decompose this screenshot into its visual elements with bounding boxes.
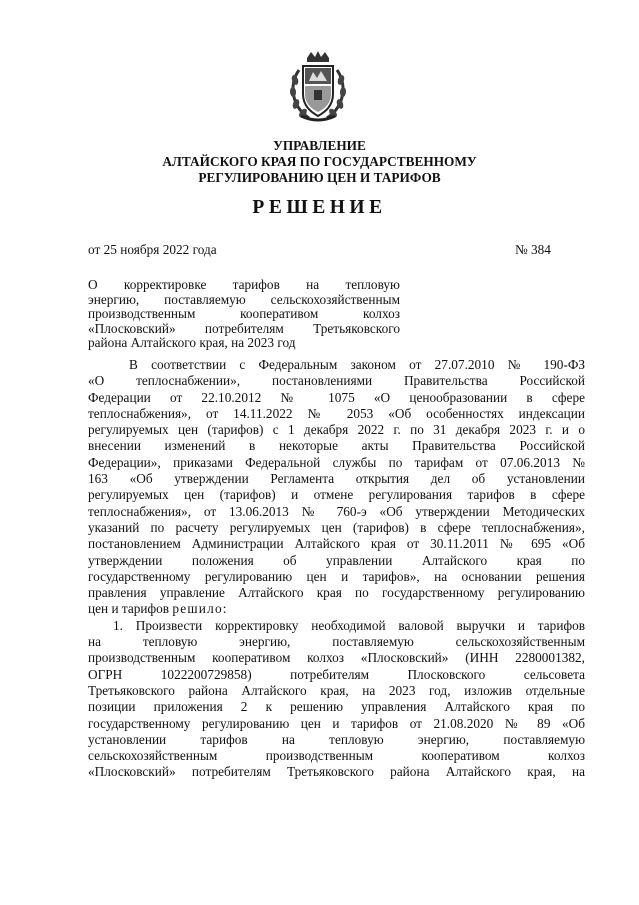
body-line: на тепловую энергию, поставляемую сельскохозяйственным: [88, 634, 585, 650]
coat-of-arms-icon: [285, 50, 351, 126]
document-body: [88, 357, 585, 781]
subject-line: О корректировке тарифов на тепловую: [88, 277, 400, 292]
document-date: от 25 ноября 2022 года: [88, 242, 217, 257]
body-line: теплоснабжения», от 13.06.2013 № 760-э «Об утверждении Методических: [88, 503, 585, 519]
body-line: производственным кооперативом колхоз «Плосковский» (ИНН 2280001382,: [88, 650, 585, 666]
document-title: РЕШЕНИЕ: [252, 197, 387, 218]
body-line: позиции приложения 2 к решению управления Алтайского края по: [88, 699, 585, 715]
body-line: «Плосковский» потребителям Третьяковского района Алтайского края, на: [88, 764, 585, 780]
body-line: утверждении положения об управлении Алтайского края по: [88, 552, 585, 568]
body-line: Третьяковского района Алтайского края, на 2023 год, изложив отдельные: [88, 682, 585, 698]
body-line: «О теплоснабжении», постановлениями Правительства Российской: [88, 373, 585, 389]
body-line: регулируемых цен (тарифов) с 1 декабря 2022 г. по 31 декабря 2023 г. и о: [88, 422, 585, 438]
subject-line: энергию, поставляемую сельскохозяйственным: [88, 291, 400, 307]
body-line: постановлением Администрации Алтайского края от 30.11.2011 № 695 «Об: [88, 536, 585, 552]
subject-line: производственным кооперативом колхоз: [88, 306, 400, 322]
body-line: Федерации от 22.10.2012 № 1075 «О ценообразовании в сфере: [88, 389, 585, 405]
body-line: В соответствии с Федеральным законом от 27.07.2010 № 190-ФЗ: [129, 357, 585, 372]
body-line: государственному регулированию цен и тарифов», на основании решения: [88, 568, 585, 584]
agency-heading-line-2: АЛТАЙСКОГО КРАЯ ПО ГОСУДАРСТВЕННОМУ: [162, 154, 477, 169]
body-line: 1. Произвести корректировку необходимой валовой выручки и тарифов: [113, 617, 585, 633]
body-line: государственному регулированию цен и тарифов от 21.08.2020 № 89 «Об: [88, 715, 585, 731]
body-line: ОГРН 1022200729858) потребителям Плосковского сельсовета: [88, 666, 585, 682]
body-line: Федерации», приказами Федеральной службы по тарифам от 07.06.2013 №: [88, 454, 585, 470]
body-line: внесении изменений в некоторые акты Правительства Российской: [88, 438, 585, 454]
agency-heading: [0, 138, 639, 186]
agency-heading-line-1: УПРАВЛЕНИЕ: [273, 138, 366, 153]
body-line: теплоснабжения», от 14.11.2022 № 2053 «Об особенностях индексации: [88, 405, 585, 421]
body-line: правления управление Алтайского края по государственному регулированию: [88, 585, 585, 601]
body-line: регулируемых цен (тарифов) и отмене регулирования тарифов в сфере: [88, 487, 585, 503]
body-line-resolution: [88, 601, 585, 617]
document-subject: [88, 278, 400, 351]
body-line: указаний по расчету регулируемых цен (тарифов) в сфере теплоснабжения»,: [88, 519, 585, 535]
subject-line: «Плосковский» потребителям Третьяковского: [88, 320, 400, 336]
resolution-prefix: цен и тарифов: [88, 601, 173, 617]
body-line: сельскохозяйственным производственным кооперативом колхоз: [88, 748, 585, 764]
body-line: установлении тарифов на тепловую энергию, поставляемую: [88, 731, 585, 747]
document-number: № 384: [515, 242, 551, 257]
body-line: 163 «Об утверждении Регламента открытия дел об установлении: [88, 471, 585, 487]
agency-heading-line-3: РЕГУЛИРОВАНИЮ ЦЕН И ТАРИФОВ: [198, 170, 441, 185]
resolution-word: решило:: [172, 601, 228, 617]
subject-line: района Алтайского края, на 2023 год: [88, 335, 296, 351]
